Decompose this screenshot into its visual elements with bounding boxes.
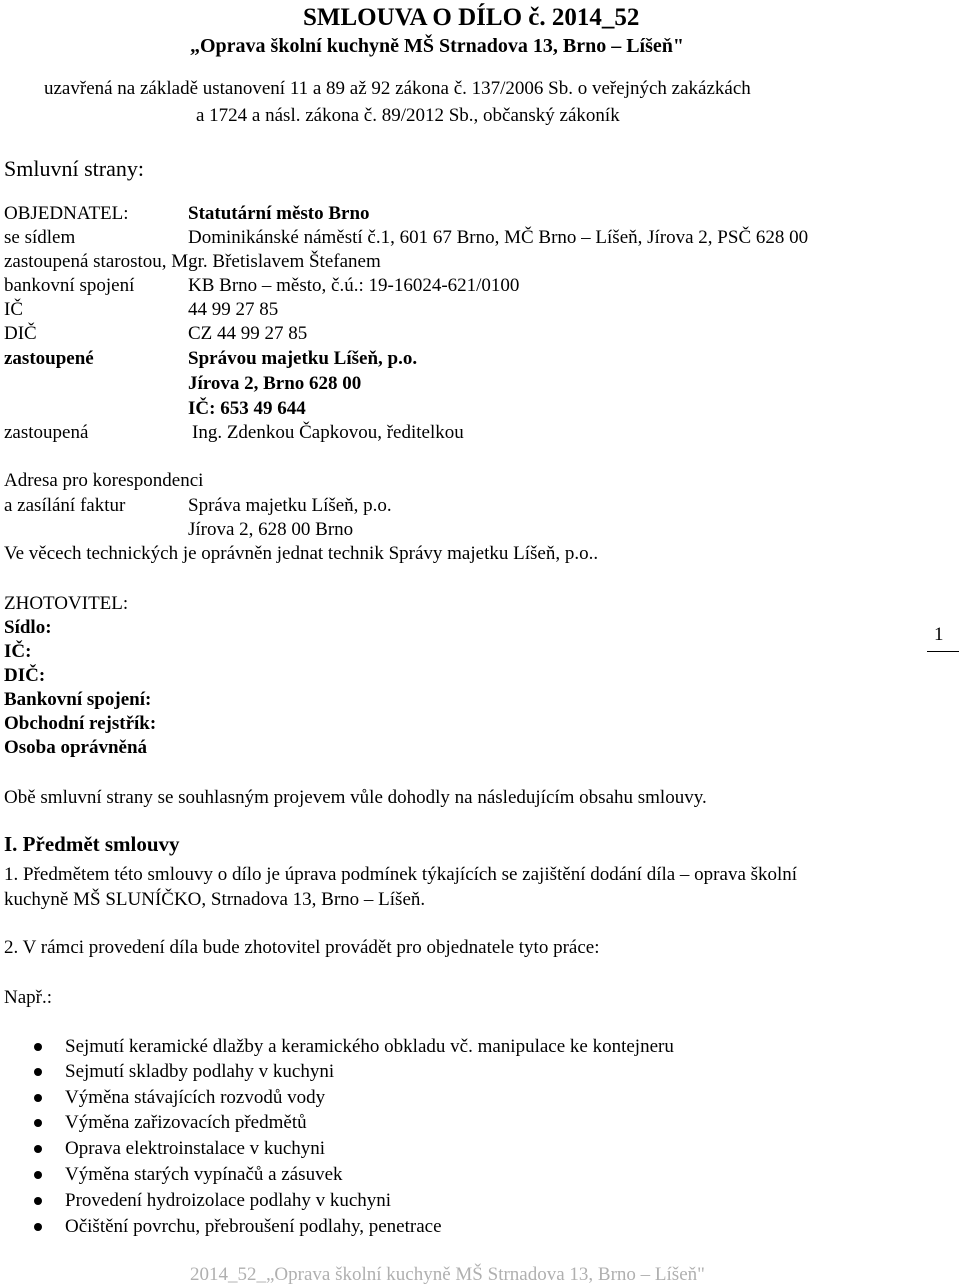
ic-label: IČ	[4, 299, 23, 320]
document-subtitle: „Oprava školní kuchyně MŠ Strnadova 13, Brno – Líšeň"	[190, 35, 684, 57]
bank-label: bankovní spojení	[4, 275, 135, 296]
zastoupene-value-2: Jírova 2, Brno 628 00	[188, 373, 362, 394]
list-item: Očištění povrchu, přebroušení podlahy, penetrace	[65, 1216, 442, 1237]
list-item: Sejmutí keramické dlažby a keramického obkladu vč. manipulace ke kontejneru	[65, 1036, 674, 1057]
document-title: SMLOUVA O DÍLO č. 2014_52	[303, 4, 640, 31]
technical-contact-line: Ve věcech technických je oprávněn jednat technik Správy majetku Líšeň, p.o..	[4, 543, 599, 564]
bullet-icon	[34, 1223, 42, 1231]
seat-label: se sídlem	[4, 227, 76, 248]
zastoupene-value-3: IČ: 653 49 644	[188, 398, 306, 419]
bullet-icon	[34, 1197, 42, 1205]
zastoupena-label: zastoupená	[4, 422, 89, 443]
zhotovitel-field-bank: Bankovní spojení:	[4, 689, 152, 710]
zhotovitel-field-person: Osoba oprávněná	[4, 737, 148, 758]
list-item: Provedení hydroizolace podlahy v kuchyni	[65, 1190, 392, 1211]
zhotovitel-field-dic: DIČ:	[4, 665, 46, 686]
page-number-rule	[927, 651, 959, 652]
zhotovitel-field-ic: IČ:	[4, 641, 32, 662]
objednatel-label: OBJEDNATEL:	[4, 203, 129, 224]
dic-value: CZ 44 99 27 85	[188, 323, 308, 344]
bullet-icon	[34, 1068, 42, 1076]
list-item: Výměna zařizovacích předmětů	[65, 1112, 307, 1133]
bank-value: KB Brno – město, č.ú.: 19-16024-621/0100	[188, 275, 520, 296]
agreement-line: Obě smluvní strany se souhlasným projevem vůle dohodly na následujícím obsahu smlouvy.	[4, 787, 707, 808]
list-item: Sejmutí skladby podlahy v kuchyni	[65, 1061, 335, 1082]
dic-label: DIČ	[4, 323, 37, 344]
bullet-icon	[34, 1119, 42, 1127]
bullet-icon	[34, 1145, 42, 1153]
address-label-2: a zasílání faktur	[4, 495, 126, 516]
list-item: Výměna starých vypínačů a zásuvek	[65, 1164, 343, 1185]
bullet-icon	[34, 1094, 42, 1102]
zastoupena-value: Ing. Zdenkou Čapkovou, ředitelkou	[192, 422, 464, 443]
ic-value: 44 99 27 85	[188, 299, 279, 320]
page-footer: 2014_52_„Oprava školní kuchyně MŠ Strnadova 13, Brno – Líšeň"	[190, 1264, 705, 1285]
zastoupene-value-1: Správou majetku Líšeň, p.o.	[188, 348, 418, 369]
page-number: 1	[934, 624, 944, 645]
list-item: Výměna stávajících rozvodů vody	[65, 1087, 326, 1108]
zhotovitel-field-sidlo: Sídlo:	[4, 617, 52, 638]
paragraph-1-line-1: 1. Předmětem této smlouvy o dílo je úprava podmínek týkajících se zajištění dodání díla – oprava školní	[4, 864, 798, 885]
zhotovitel-label: ZHOTOVITEL:	[4, 593, 129, 614]
list-item: Oprava elektroinstalace v kuchyni	[65, 1138, 326, 1159]
example-label: Např.:	[4, 987, 53, 1008]
paragraph-1-line-2: kuchyně MŠ SLUNÍČKO, Strnadova 13, Brno – Líšeň.	[4, 889, 426, 910]
paragraph-2: 2. V rámci provedení díla bude zhotovitel provádět pro objednatele tyto práce:	[4, 937, 600, 958]
bullet-icon	[34, 1171, 42, 1179]
zastoupene-label: zastoupené	[4, 348, 94, 369]
intro-line-1: uzavřená na základě ustanovení 11 a 89 až 92 zákona č. 137/2006 Sb. o veřejných zakázkách	[44, 78, 751, 99]
represented-line: zastoupená starostou, Mgr. Břetislavem Štefanem	[4, 251, 381, 272]
objednatel-name: Statutární město Brno	[188, 203, 370, 224]
section-heading: I. Předmět smlouvy	[4, 832, 180, 856]
parties-heading: Smluvní strany:	[4, 156, 144, 181]
zhotovitel-field-register: Obchodní rejstřík:	[4, 713, 157, 734]
seat-value: Dominikánské náměstí č.1, 601 67 Brno, MČ Brno – Líšeň, Jírova 2, PSČ 628 00	[188, 227, 809, 248]
bullet-icon	[34, 1043, 42, 1051]
intro-line-2: a 1724 a násl. zákona č. 89/2012 Sb., občanský zákoník	[196, 105, 620, 126]
address-label-1: Adresa pro korespondenci	[4, 470, 204, 491]
address-value-1: Správa majetku Líšeň, p.o.	[188, 495, 392, 516]
address-value-2: Jírova 2, 628 00 Brno	[188, 519, 354, 540]
